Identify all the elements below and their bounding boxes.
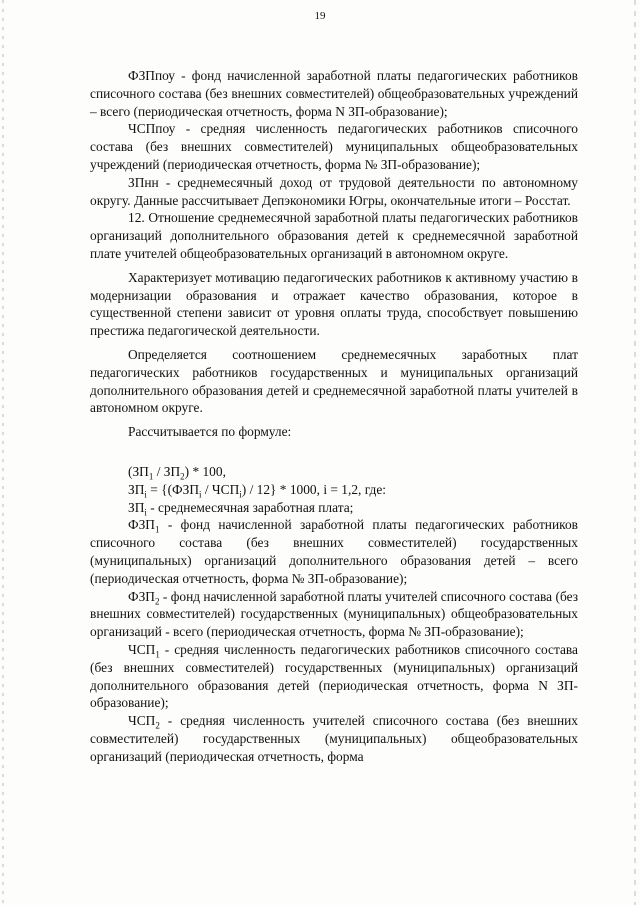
paragraph-fzp-pou: ФЗПпоу - фонд начисленной заработной платы педагогических работников списочного состава (без внешних совместителей) общеобразовательных учреждений – всего (периодическая отчетность, форма N ЗП-образование); [90, 68, 578, 119]
document-body [90, 67, 578, 765]
page-number: 19 [314, 10, 326, 22]
definition-fzp-1: $ФЗП_1$ - фонд начисленной заработной платы педагогических работников списочного состава (без внешних совместителей) государственных (муниципальных) организаций дополнительного образования детей – всего (периодическая отчетность, форма № ЗП-образование); [90, 517, 578, 586]
indicator-12-heading: 12. Отношение среднемесячной заработной платы педагогических работников организаций дополнительного образования детей к среднемесячной заработной плате учителей общеобразовательных организаций в автономном округе. [90, 210, 578, 261]
paragraph-characterizes: Характеризует мотивацию педагогических работников к активному участию в модернизации образования и отражает качество образования, которое в существенной степени зависит от уровня оплаты труда, способствует повышению престижа педагогической деятельности. [90, 269, 578, 339]
formula-average-salary: $ЗП_i = \{(ФЗП_i / ЧСП_i) / 12\} * 1000$, i = 1,2, где: [128, 481, 387, 500]
formula-ratio: $(ЗП_1 / ЗП_2) * 100$, [128, 463, 226, 482]
paragraph-zp-nn: ЗПнн - среднемесячный доход от трудовой деятельности по автономному округу. Данные рассчитывает Депэкономики Югры, окончательные итоги – Росстат. [90, 174, 578, 208]
scan-edge-right [634, 0, 636, 905]
definition-chsp-2: $ЧСП_2$ - средняя численность учителей списочного состава (без внешних совместителей) государственных (муниципальных) общеобразовательных организаций (периодическая отчетность, форма [90, 713, 578, 764]
paragraph-chsp-pou: ЧСПпоу - средняя численность педагогических работников списочного состава (без внешних совместителей) муниципальных общеобразовательных учреждений (периодическая отчетность, форма № ЗП-образование); [90, 121, 578, 172]
scan-edge-left [2, 0, 4, 905]
definition-chsp-1: $ЧСП_1$ - средняя численность педагогических работников списочного состава (без внешних совместителей) государственных (муниципальных) организаций дополнительного образования детей (периодическая отчетность, форма N ЗП-образование); [90, 641, 578, 711]
paragraph-determined: Определяется соотношением среднемесячных заработных плат педагогических работников государственных и муниципальных организаций дополнительного образования детей и среднемесячной заработной платы учителей в автономном округе. [90, 346, 578, 416]
paragraph-calculated: Рассчитывается по формуле: [128, 424, 292, 440]
definition-zp-i: $ЗП_i$ - среднемесячная заработная плата; [128, 499, 354, 518]
definition-fzp-2: $ФЗП_2$ - фонд начисленной заработной платы учителей списочного состава (без внешних совместителей) государственных (муниципальных) общеобразовательных организаций - всего (периодическая отчетность, форма № ЗП-образование); [90, 588, 578, 640]
